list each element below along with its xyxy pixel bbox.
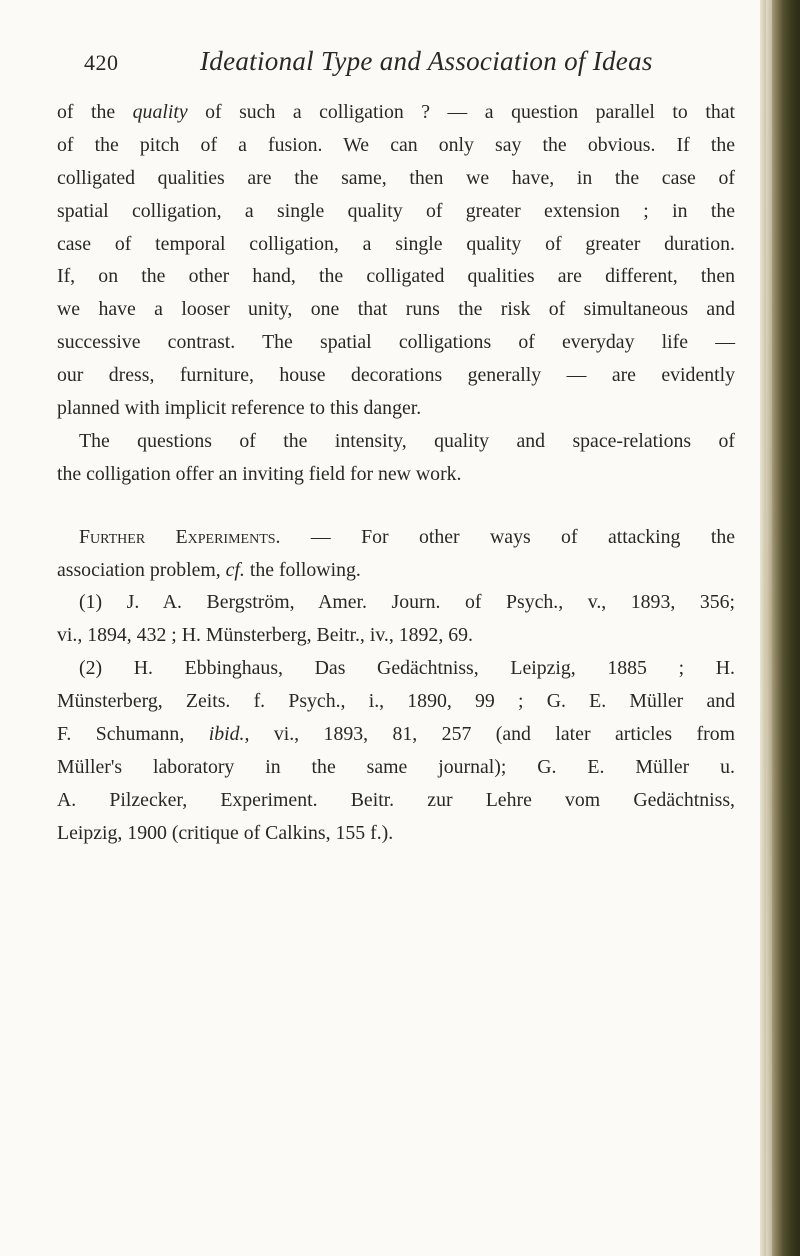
text-line: (2) H. Ebbinghaus, Das Gedächtniss, Leipzig, 1885 ; H.: [79, 657, 735, 680]
text-run: the following.: [244, 558, 361, 581]
body-text: [57, 96, 735, 850]
text-line: [57, 521, 735, 554]
text-line: [57, 96, 735, 129]
text-run: F. Schumann,: [57, 723, 209, 746]
book-binding-edge: [760, 0, 800, 1256]
section-spacer: [57, 491, 735, 521]
text-line: the colligation offer an inviting field for new work.: [57, 462, 462, 485]
text-line: [57, 718, 735, 751]
text-line: The questions of the intensity, quality and space-relations of: [79, 429, 735, 452]
text-line: [57, 554, 735, 587]
text-line: successive contrast. The spatial colligations of everyday life —: [57, 331, 735, 354]
paragraph: [57, 96, 735, 425]
page-number: 420: [84, 50, 119, 75]
text-line: case of temporal colligation, a single quality of greater duration.: [57, 232, 735, 255]
text-run: of such a colligation ? — a question parallel to that: [187, 101, 735, 123]
text-line: If, on the other hand, the colligated qualities are different, then: [57, 265, 735, 288]
text-line: we have a looser unity, one that runs the risk of simultaneous and: [57, 298, 735, 321]
text-run: of the: [57, 101, 133, 123]
text-run: association problem,: [57, 558, 226, 581]
italic-term: ibid.: [208, 723, 245, 746]
text-line: (1) J. A. Bergström, Amer. Journ. of Psych., v., 1893, 356;: [79, 591, 735, 614]
further-experiments-section: [57, 521, 735, 587]
reference-2: [57, 652, 735, 849]
italic-term: quality: [132, 101, 188, 123]
section-heading: Further Experiments.: [79, 525, 281, 548]
text-line: Leipzig, 1900 (critique of Calkins, 155 f.).: [57, 821, 394, 844]
reference-1: [57, 586, 735, 652]
text-line: Münsterberg, Zeits. f. Psych., i., 1890, 99 ; G. E. Müller and: [57, 690, 735, 713]
paragraph: [57, 425, 735, 491]
text-line: of the pitch of a fusion. We can only say the obvious. If the: [57, 133, 735, 156]
italic-term: cf.: [225, 558, 245, 581]
text-line: colligated qualities are the same, then we have, in the case of: [57, 166, 735, 189]
text-run: , vi., 1893, 81, 257 (and later articles from: [244, 723, 735, 746]
text-line: A. Pilzecker, Experiment. Beitr. zur Lehre vom Gedächtniss,: [57, 788, 735, 811]
running-head: Ideational Type and Association of Ideas: [200, 46, 653, 76]
text-run: — For other ways of attacking the: [280, 525, 736, 548]
page-header: [84, 44, 744, 84]
text-line: our dress, furniture, house decorations generally — are evidently: [57, 364, 735, 387]
text-line: planned with implicit reference to this danger.: [57, 397, 422, 420]
text-line: spatial colligation, a single quality of greater extension ; in the: [57, 199, 735, 222]
text-line: Müller's laboratory in the same journal); G. E. Müller u.: [57, 755, 735, 778]
text-line: vi., 1894, 432 ; H. Münsterberg, Beitr., iv., 1892, 69.: [57, 624, 473, 647]
